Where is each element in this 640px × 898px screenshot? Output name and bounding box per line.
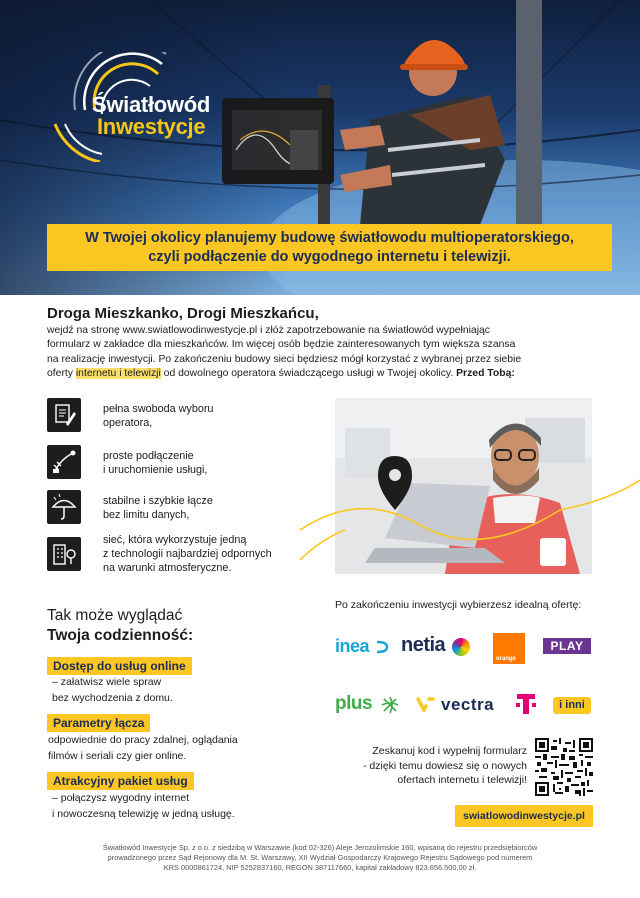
benefit-tag: Parametry łącza [47, 714, 150, 732]
feature-line: bez limitu danych, [103, 509, 190, 521]
benefit-text [52, 675, 173, 706]
vectra-logo-icon [416, 696, 436, 712]
qr-line: - dzięki temu dowiesz się o nowych [363, 759, 527, 772]
feature-line: proste podłączenie [103, 450, 194, 462]
feature-line: z technologii najbardziej odpornych [103, 548, 272, 560]
play-logo: PLAY [543, 638, 591, 654]
intro-line-4 [47, 367, 607, 381]
intro-before-you: Przed Tobą: [456, 367, 515, 379]
feature-line: i uruchomienie usługi, [103, 464, 208, 476]
intro-line-4b: od dowolnego operatora świadczącego usługi w Twojej okolicy. [160, 367, 457, 379]
netia-logo: netia [401, 634, 446, 656]
orange-logo [493, 633, 525, 664]
footer-line: prowadzonego przez Sąd Rejonowy dla M. St. Warszawy, XII Wydział Gospodarczy Krajowego Rejestru Sądowego pod numerem [107, 853, 533, 862]
offers-title: Po zakończeniu inwestycji wybierzesz idealną ofertę: [335, 599, 582, 611]
benefit-tag: Atrakcyjny pakiet usług [47, 772, 194, 790]
benefit-line: filmów i seriali czy gier online. [48, 749, 187, 762]
benefit-line: odpowiednie do pracy zdalnej, oglądania [48, 734, 238, 746]
hero-section [0, 0, 640, 295]
headline-line-1: W Twojej okolicy planujemy budowę światłowodu multioperatorskiego, [85, 230, 574, 246]
benefit-line: i nowoczesną telewizję w jedną usługę. [52, 807, 235, 820]
orange-logo-text: orange [496, 656, 517, 662]
feature-line: pełna swoboda wyboru [103, 403, 214, 415]
greeting: Droga Mieszkanko, Drogi Mieszkańcu, [47, 305, 319, 322]
qr-instructions [330, 744, 527, 788]
benefit-line: – połączysz wygodny internet [52, 792, 190, 804]
footer-line: KRS 0000861724, NIP 5252837160, REGON 387117660, kapitał zakładowy 823.656.500,00 zł. [163, 863, 477, 872]
benefit-text [48, 733, 238, 764]
footer-legal [60, 843, 580, 873]
headline-line-2: czyli podłączenie do wygodnego internetu i telewizji. [148, 249, 511, 265]
intro-line-4a: oferty [47, 367, 76, 379]
decorative-wave [0, 470, 640, 590]
intro-line-3: na realizację inwestycji. Po zakończeniu budowy sieci będziesz mógł korzystać z wybranej przez siebie [47, 353, 522, 365]
footer-line: Światłowód Inwestycje Sp. z o.o. z siedzibą w Warszawie (kod 02-326) Aleje Jerozolimskie 160, wpisaną do rejestru przedsiębiorców [102, 843, 538, 852]
highlight-internet-tv: internetu i telewizji [75, 367, 161, 379]
headline-banner [47, 224, 612, 271]
daily-heading-line-1: Tak może wyglądać [47, 607, 183, 624]
intro-paragraph [47, 324, 607, 381]
qr-line: Zeskanuj kod i wypełnij formularz [372, 745, 527, 757]
benefit-line: bez wychodzenia z domu. [52, 691, 173, 704]
plus-logo-icon [381, 696, 399, 714]
logo-name: Światłowód [92, 92, 211, 117]
document-pen-icon [47, 398, 81, 432]
intro-line-1: wejdź na stronę www.swiatlowodinwestycje.pl i złóż zapotrzebowanie na światłowód wypełniając [47, 325, 490, 336]
logo-subname: Inwestycje [97, 114, 206, 139]
benefit-text [52, 791, 235, 822]
intro-line-2: formularz w zakładce dla mieszkańców. Im więcej osób będzie zainteresowanych tym większa szansa [47, 339, 516, 351]
feature-line: na warunki atmosferyczne. [103, 562, 232, 574]
t-mobile-logo-icon [515, 692, 537, 716]
qr-code-icon[interactable] [535, 738, 593, 796]
and-others-badge: i inni [553, 697, 591, 714]
qr-line: ofertach internetu i telewizji! [397, 774, 527, 786]
daily-heading-line-2: Twoja codzienność: [47, 627, 194, 644]
inea-logo: inea [335, 636, 370, 656]
feature-line: operatora, [103, 417, 153, 429]
benefit-tag: Dostęp do usług online [47, 657, 192, 675]
feature-line: sieć, która wykorzystuje jedną [103, 534, 247, 546]
benefit-line: – załatwisz wiele spraw [52, 676, 162, 688]
vectra-logo: vectra [441, 695, 495, 714]
feature-item [47, 398, 327, 434]
website-link-button[interactable]: swiatlowodinwestycje.pl [455, 805, 593, 827]
inea-logo-icon [374, 639, 390, 655]
feature-line: stabilne i szybkie łącze [103, 495, 213, 507]
netia-logo-icon [452, 638, 470, 656]
plus-logo: plus [335, 693, 373, 714]
